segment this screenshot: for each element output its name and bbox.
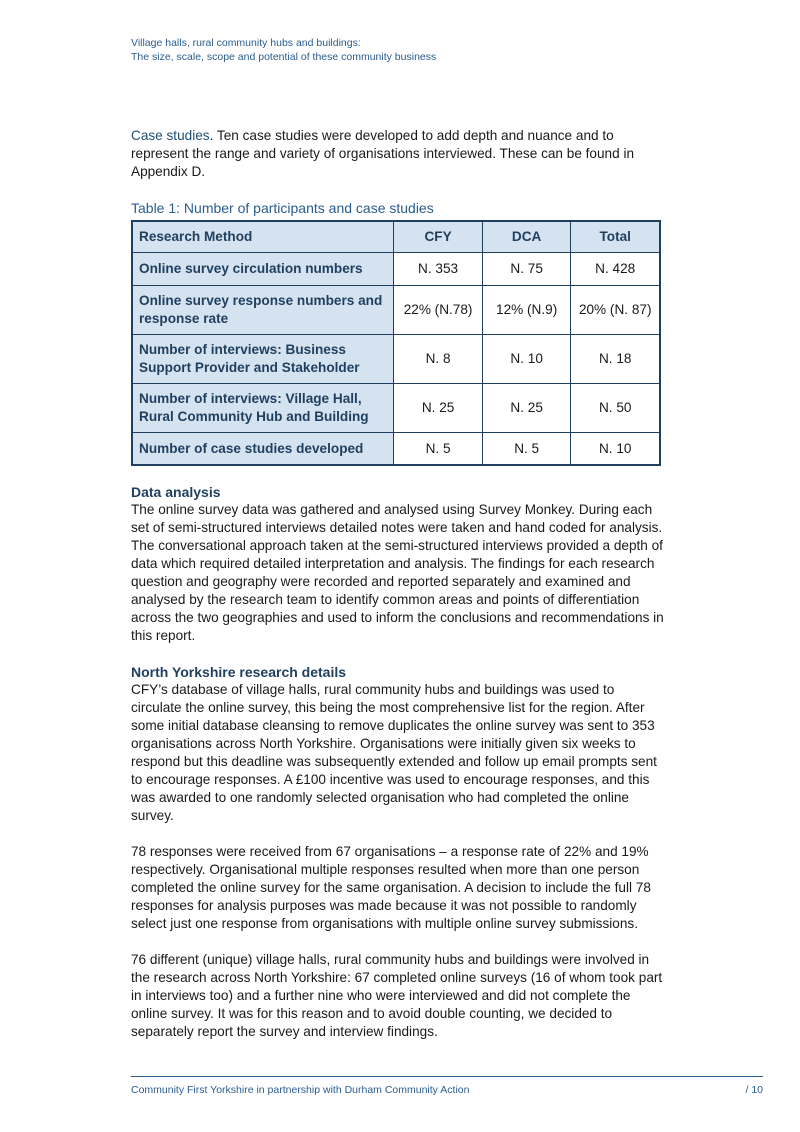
cell-total: N. 50 [571, 384, 660, 433]
page-number: / 10 [745, 1084, 763, 1096]
cell-cfy: N. 8 [394, 335, 483, 384]
table-row [132, 433, 660, 466]
cell-cfy: N. 25 [394, 384, 483, 433]
header-research-method: Research Method [132, 221, 394, 253]
cell-total: N. 18 [571, 335, 660, 384]
row-label: Number of interviews: Village Hall, Rural Community Hub and Building [132, 384, 394, 433]
row-label: Online survey response numbers and response rate [132, 286, 394, 335]
cell-cfy: N. 353 [394, 253, 483, 286]
table-row [132, 253, 660, 286]
cell-total: N. 428 [571, 253, 660, 286]
cell-cfy: 22% (N.78) [394, 286, 483, 335]
row-label: Number of case studies developed [132, 433, 394, 466]
cell-dca: N. 75 [482, 253, 571, 286]
running-header [131, 36, 436, 64]
case-studies-paragraph [131, 127, 666, 181]
table-row [132, 335, 660, 384]
north-yorkshire-paragraph-1: CFY’s database of village halls, rural community hubs and buildings was used to circulate the online survey, this being the most comprehensive list for the region. After some initial database cleansing to remove duplicates the online survey was sent to 353 organisations across North Yorkshire. Organisations were initially given six weeks to respond but this deadline was subsequently extended and follow up email prompts sent to encourage responses. A £100 incentive was used to encourage responses, and this was awarded to one randomly selected organisation who had completed the online survey. [131, 682, 657, 823]
row-label: Number of interviews: Business Support Provider and Stakeholder [132, 335, 394, 384]
page-content [131, 127, 666, 1041]
north-yorkshire-paragraph-2: 78 responses were received from 67 organisations – a response rate of 22% and 19% respectively. Organisational multiple responses resulted when more than one person completed the online survey for the same organisation. A decision to include the full 78 responses for analysis purposes was made because it was not possible to randomly select just one response from organisations with multiple online survey submissions. [131, 844, 651, 931]
cell-dca: N. 5 [482, 433, 571, 466]
footer-divider [131, 1076, 763, 1077]
row-label: Online survey circulation numbers [132, 253, 394, 286]
cell-total: 20% (N. 87) [571, 286, 660, 335]
table-header-row [132, 221, 660, 253]
participants-table [131, 220, 661, 466]
data-analysis-heading: Data analysis [131, 484, 221, 500]
header-line-1: Village halls, rural community hubs and buildings: [131, 37, 361, 49]
header-cfy: CFY [394, 221, 483, 253]
header-line-2: The size, scale, scope and potential of these community business [131, 51, 437, 63]
data-analysis-body: The online survey data was gathered and analysed using Survey Monkey. During each set of semi-structured interviews detailed notes were taken and hand coded for analysis. The conversational approach taken at the semi-structured interviews provided a depth of data which required detailed interpretation and analysis. The findings for each research question and geography were recorded and reported separately and examined and analysed by the research team to identify common areas and points of differentiation across the two geographies and used to inform the conclusions and recommendations in this report. [131, 502, 664, 643]
cell-total: N. 10 [571, 433, 660, 466]
table-row [132, 286, 660, 335]
footer-credit: Community First Yorkshire in partnership with Durham Community Action [131, 1084, 470, 1096]
cell-cfy: N. 5 [394, 433, 483, 466]
header-total: Total [571, 221, 660, 253]
header-dca: DCA [482, 221, 571, 253]
cell-dca: 12% (N.9) [482, 286, 571, 335]
case-studies-text: . Ten case studies were developed to add depth and nuance and to represent the range and variety of organisations interviewed. These can be found in Appendix D. [131, 128, 635, 179]
table-caption: Table 1: Number of participants and case studies [131, 200, 434, 216]
case-studies-lead: Case studies [131, 128, 210, 143]
table-row [132, 384, 660, 433]
cell-dca: N. 25 [482, 384, 571, 433]
north-yorkshire-heading: North Yorkshire research details [131, 664, 347, 680]
north-yorkshire-paragraph-3: 76 different (unique) village halls, rural community hubs and buildings were involved in the research across North Yorkshire: 67 completed online surveys (16 of whom took part in interviews too) and a further nine who were interviewed and did not complete the online survey. It was for this reason and to avoid double counting, we decided to separately report the survey and interview findings. [131, 952, 663, 1039]
cell-dca: N. 10 [482, 335, 571, 384]
